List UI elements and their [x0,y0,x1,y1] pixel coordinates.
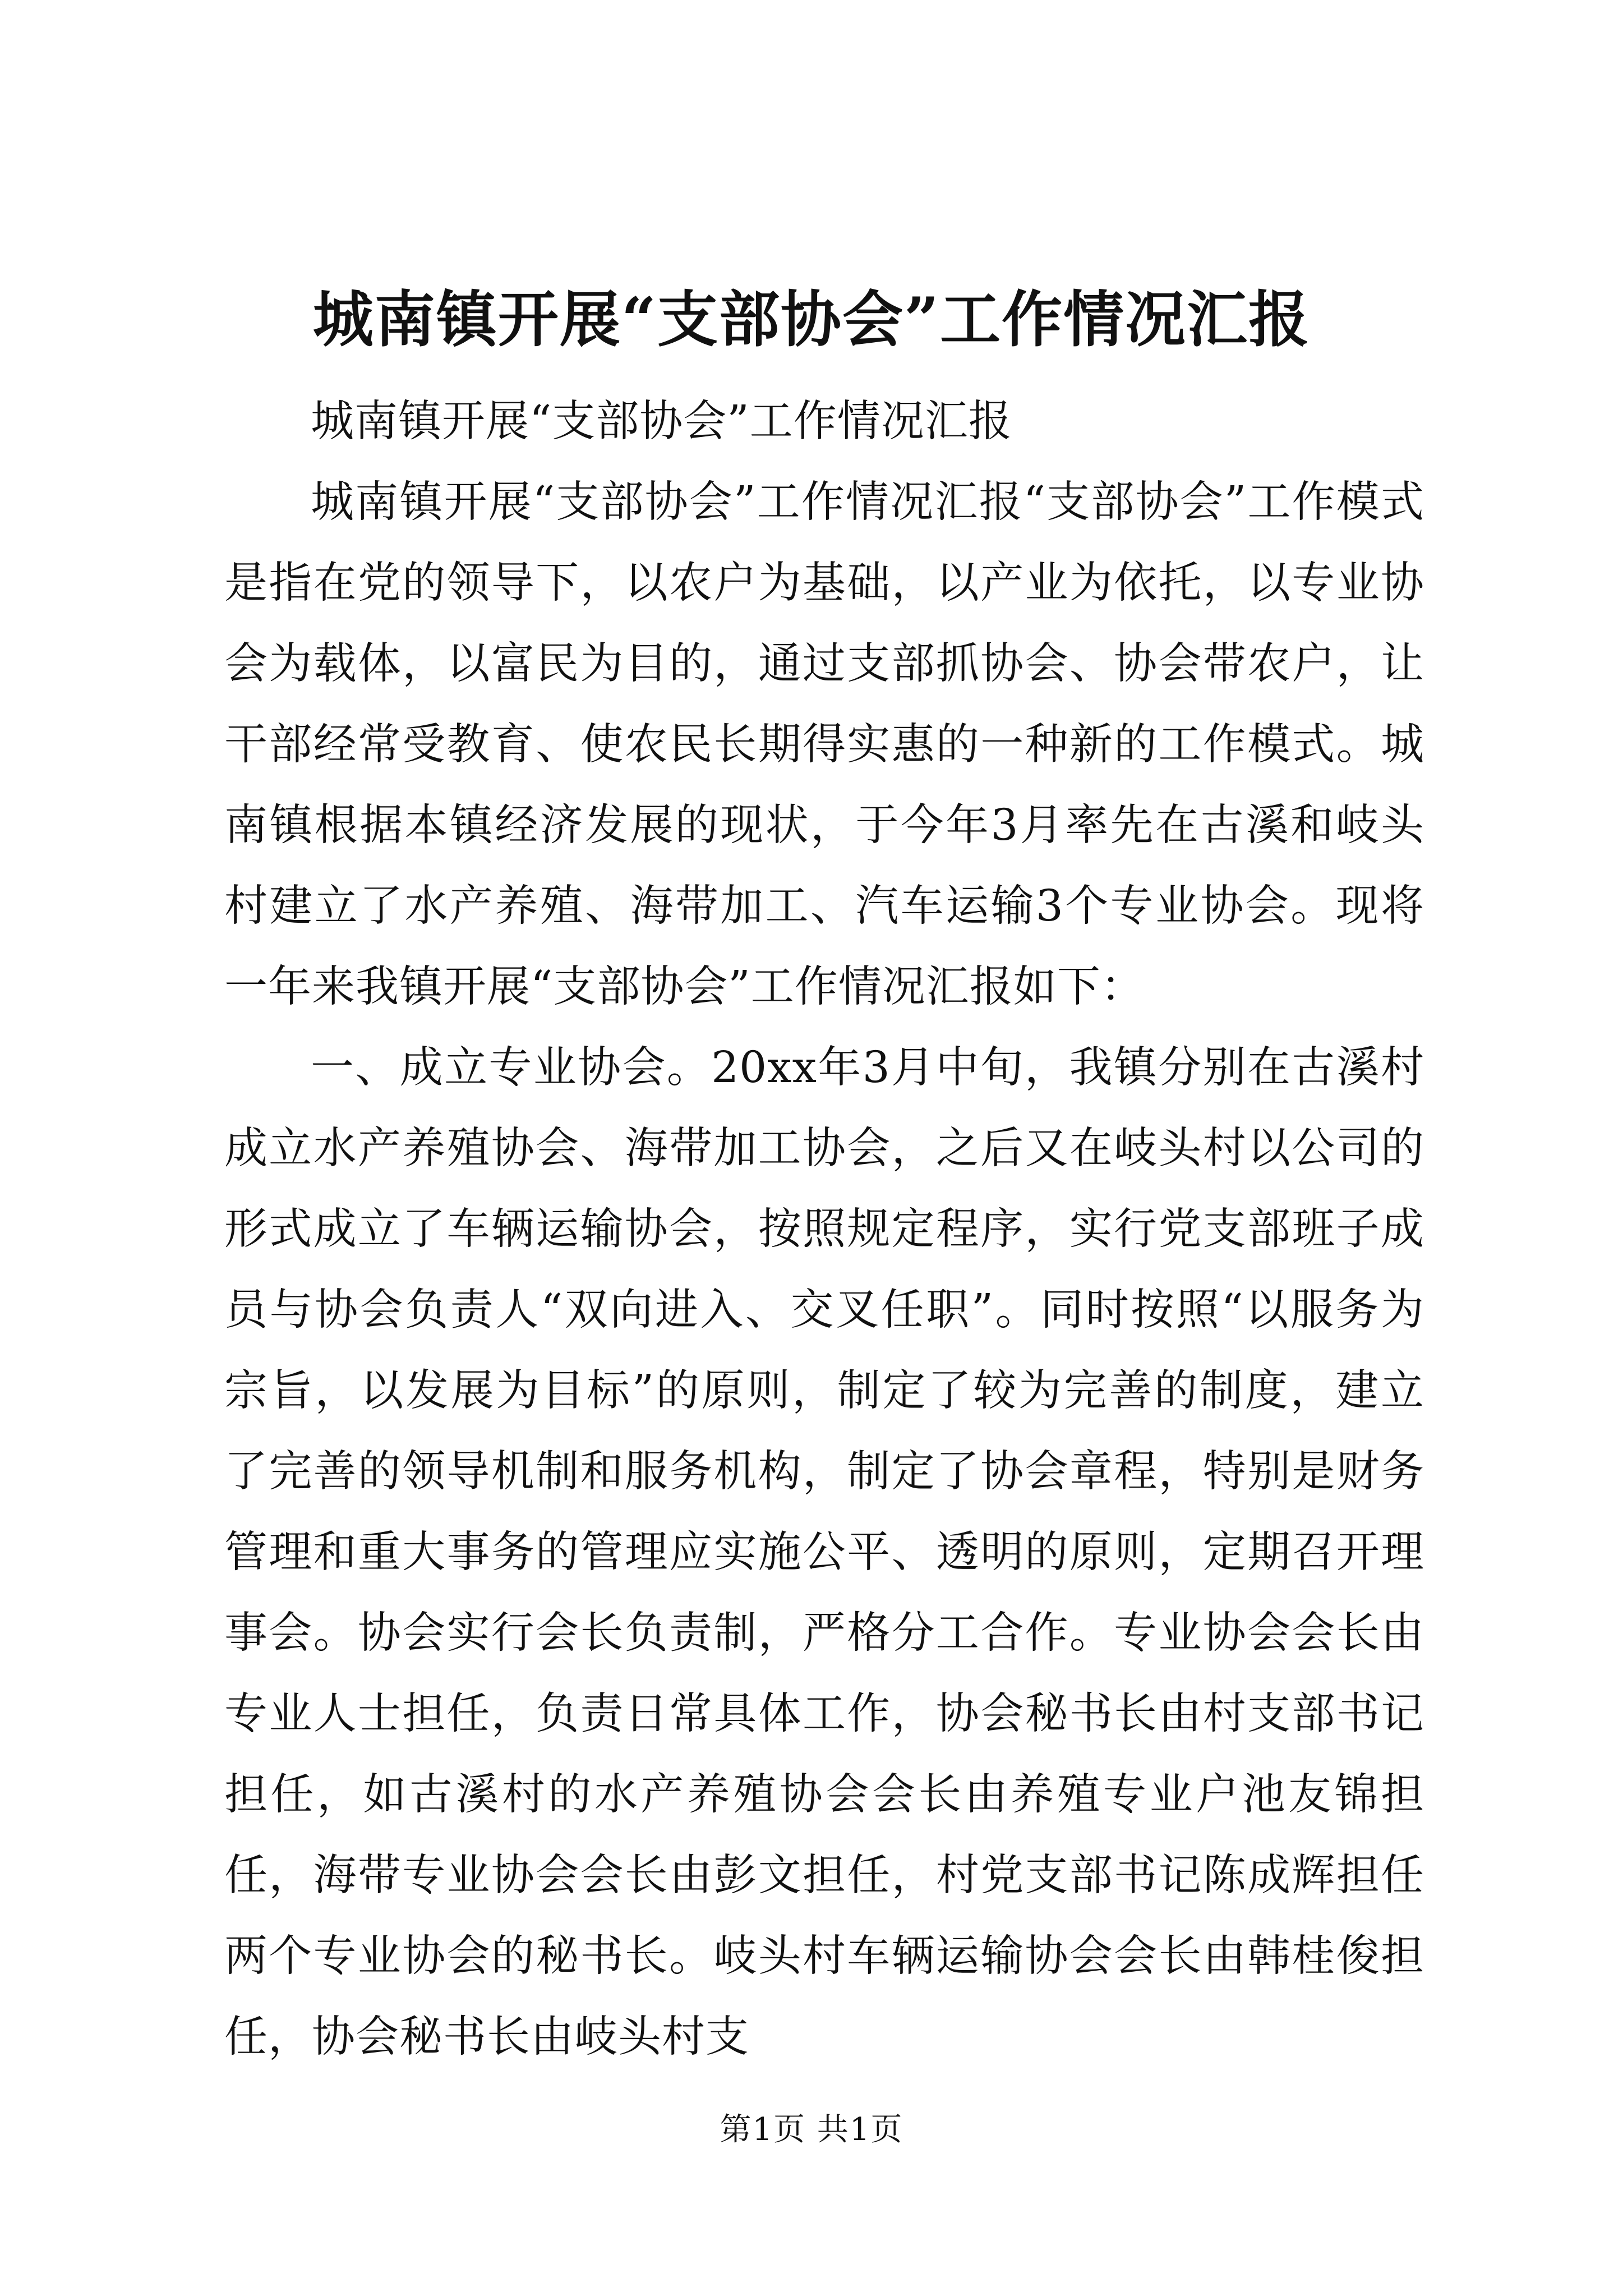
page-footer: 第1页 共1页 [720,2111,903,2148]
intro-paragraph: 城南镇开展“支部协会”工作情况汇报“支部协会”工作模式是指在党的领导下，以农户为基础，以产业为依托，以专业协会为载体，以富民为目的，通过支部抓协会、协会带农户，让干部经常受教育、使农民长期得实惠的一种新的工作模式。城南镇根据本镇经济发展的现状，于今年3月率先在古溪和岐头村建立了水产养殖、海带加工、汽车运输3个专业协会。现将一年来我镇开展“支部协会”工作情况汇报如下： [224,477,1424,1012]
document-body [224,381,1424,2078]
subtitle-paragraph: 城南镇开展“支部协会”工作情况汇报 [311,397,1012,447]
document-title: 城南镇开展“支部协会”工作情况汇报 [312,284,1311,355]
section-one-paragraph: 一、成立专业协会。20xx年3月中旬，我镇分别在古溪村成立水产养殖协会、海带加工协会，之后又在岐头村以公司的形式成立了车辆运输协会，按照规定程序，实行党支部班子成员与协会负责人“双向进入、交叉任职”。同时按照“以服务为宗旨，以发展为目标”的原则，制定了较为完善的制度，建立了完善的领导机制和服务机构，制定了协会章程，特别是财务管理和重大事务的管理应实施公平、透明的原则，定期召开理事会。协会实行会长负责制，严格分工合作。专业协会会长由专业人士担任，负责日常具体工作，协会秘书长由村支部书记担任，如古溪村的水产养殖协会会长由养殖专业户池友锦担任，海带专业协会会长由彭文担任，村党支部书记陈成辉担任两个专业协会的秘书长。岐头村车辆运输协会会长由韩桂俊担任，协会秘书长由岐头村支 [224,1043,1424,2062]
